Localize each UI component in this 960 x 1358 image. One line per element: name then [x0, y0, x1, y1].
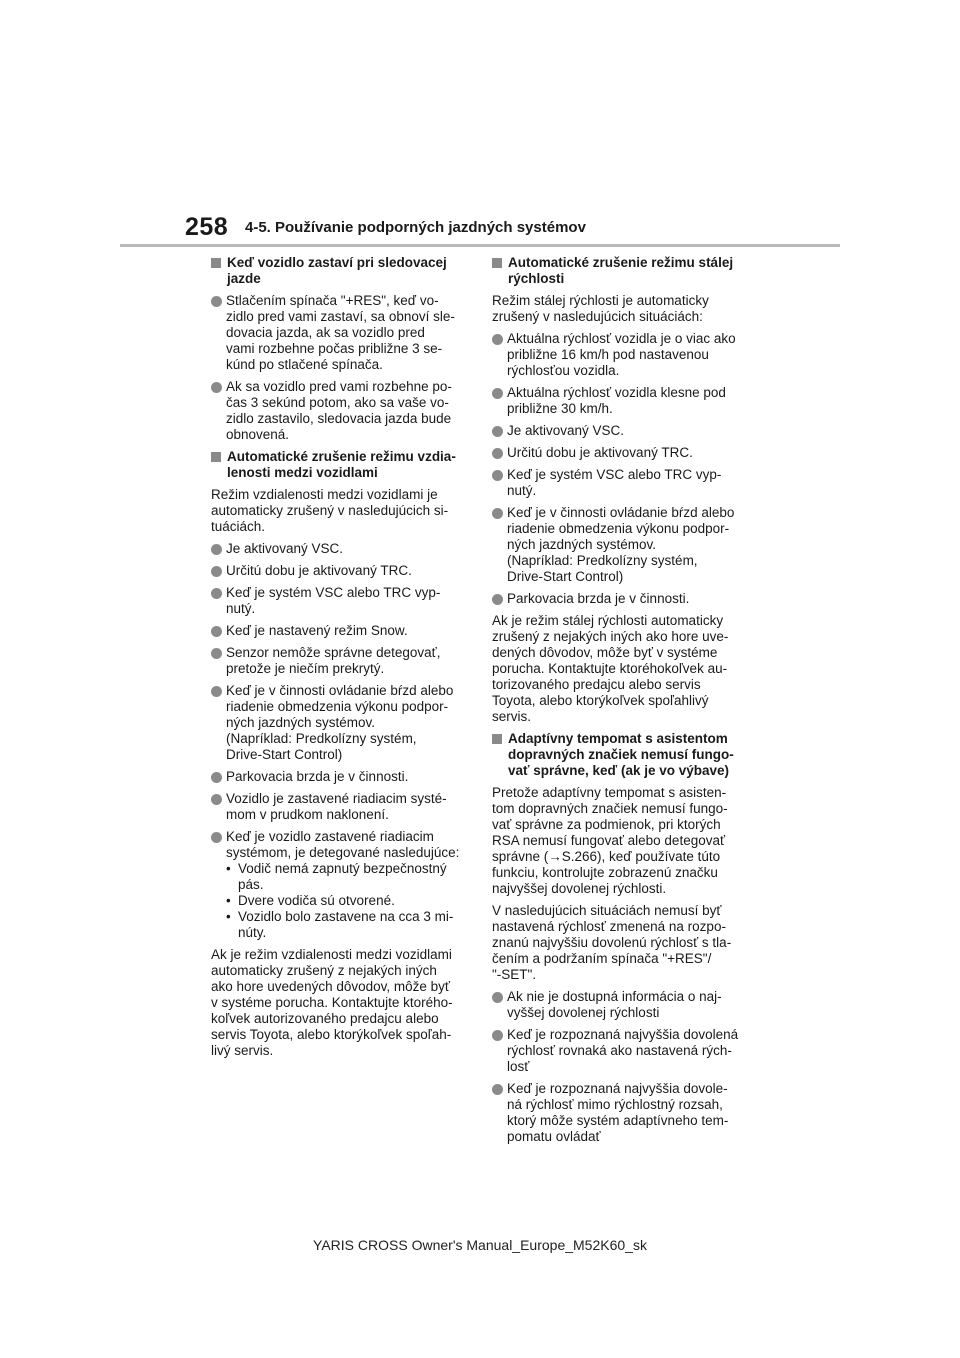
bullet-line: približne 30 km/h.	[507, 401, 613, 416]
bullet-line: Určitú dobu je aktivovaný TRC.	[507, 445, 693, 460]
heading-line: lenosti medzi vozidlami	[227, 465, 378, 480]
bullet-line: vami rozbehne počas približne 3 se-	[226, 341, 443, 356]
round-bullet-icon	[211, 588, 222, 599]
bullet-line: zidlo pred vami zastaví, sa obnoví sle-	[226, 309, 455, 324]
round-bullet-icon	[492, 470, 503, 481]
bullet-line: ktorý môže systém adaptívneho tem-	[507, 1113, 729, 1128]
round-bullet-icon	[211, 648, 222, 659]
bullet-line: mom v prudkom naklonení.	[226, 807, 389, 822]
paragraph-line: servis.	[492, 709, 532, 724]
heading-line: vať správne, keď (ak je vo výbave)	[508, 763, 730, 778]
paragraph-line: znanú najvyššiu dovolenú rýchlosť s tla-	[492, 935, 732, 950]
paragraph	[211, 487, 466, 535]
bullet-line: Parkovacia brzda je v činnosti.	[507, 591, 690, 606]
bullet-line: Keď je vozidlo zastavené riadiacim	[226, 829, 434, 844]
bullet-line: nutý.	[507, 483, 537, 498]
heading-line: Automatické zrušenie režimu vzdia-	[227, 449, 456, 464]
paragraph-line: servis Toyota, alebo ktorýkoľvek spoľah-	[211, 1027, 452, 1042]
bullet-line: Drive-Start Control)	[226, 747, 343, 762]
right-column	[492, 255, 747, 1151]
paragraph-line: vať správne za podmienok, pri ktorých	[492, 817, 721, 832]
paragraph-line: tom dopravných značiek nemusí fungo-	[492, 801, 728, 816]
page-number: 258	[185, 213, 229, 241]
bullet-line: Ak sa vozidlo pred vami rozbehne po-	[226, 379, 452, 394]
bullet-item	[492, 467, 747, 499]
sub-item	[226, 861, 466, 893]
bullet-line: dovacia jazda, ak sa vozidlo pred	[226, 325, 425, 340]
round-bullet-icon	[211, 772, 222, 783]
chapter-title: 4-5. Používanie podporných jazdných systémov	[245, 219, 586, 236]
round-bullet-icon	[492, 1030, 503, 1041]
square-bullet-icon	[211, 258, 221, 268]
bullet-item	[211, 623, 466, 639]
paragraph-line: Ak je režim vzdialenosti medzi vozidlami	[211, 947, 452, 962]
bullet-item	[211, 541, 466, 557]
round-bullet-icon	[492, 992, 503, 1003]
round-bullet-icon	[211, 832, 222, 843]
bullet-item	[211, 585, 466, 617]
round-bullet-icon	[211, 686, 222, 697]
section-heading	[492, 731, 747, 779]
bullet-line: Je aktivovaný VSC.	[507, 423, 625, 438]
round-bullet-icon	[492, 448, 503, 459]
sub-item	[226, 893, 466, 909]
footer-text: YARIS CROSS Owner's Manual_Europe_M52K60_sk	[313, 1237, 647, 1253]
square-bullet-icon	[211, 452, 221, 462]
bullet-line: Senzor nemôže správne detegovať,	[226, 645, 441, 660]
bullet-line: ných jazdných systémov.	[507, 537, 657, 552]
bullet-line: približne 16 km/h pod nastavenou	[507, 347, 709, 362]
round-bullet-icon	[492, 388, 503, 399]
paragraph-line: automaticky zrušený v nasledujúcich si-	[211, 503, 449, 518]
round-bullet-icon	[492, 426, 503, 437]
bullet-item	[211, 563, 466, 579]
bullet-line: Drive-Start Control)	[507, 569, 624, 584]
paragraph-line: Režim stálej rýchlosti je automaticky	[492, 293, 709, 308]
bullet-line: kúnd po stlačené spínača.	[226, 357, 383, 372]
bullet-line: vyššej dovolenej rýchlosti	[507, 1005, 660, 1020]
paragraph-line: v systéme porucha. Kontaktujte ktorého-	[211, 995, 453, 1010]
round-bullet-icon	[492, 508, 503, 519]
sub-item	[226, 909, 466, 941]
paragraph-line: správne (→S.266), keď používate túto	[492, 849, 721, 864]
sub-line: Vodič nemá zapnutý bezpečnostný	[238, 861, 447, 876]
round-bullet-icon	[492, 594, 503, 605]
round-bullet-icon	[211, 382, 222, 393]
paragraph-line: nastavená rýchlosť zmenená na rozpo-	[492, 919, 726, 934]
bullet-line: Keď je rozpoznaná najvyššia dovolená	[507, 1027, 739, 1042]
paragraph	[492, 613, 747, 725]
section-heading	[211, 255, 466, 287]
bullet-line: (Napríklad: Predkolízny systém,	[507, 553, 698, 568]
bullet-line: obnovená.	[226, 427, 290, 442]
sub-bullet-icon: •	[226, 861, 231, 876]
bullet-line: Keď je nastavený režim Snow.	[226, 623, 408, 638]
paragraph-line: tuáciách.	[211, 519, 266, 534]
bullet-line: ných jazdných systémov.	[226, 715, 376, 730]
paragraph-line: Režim vzdialenosti medzi vozidlami je	[211, 487, 438, 502]
bullet-line: Aktuálna rýchlosť vozidla je o viac ako	[507, 331, 736, 346]
paragraph-line: čením a podržaním spínača "+RES"/	[492, 951, 712, 966]
bullet-item	[211, 645, 466, 677]
round-bullet-icon	[492, 334, 503, 345]
bullet-line: Keď je rozpoznaná najvyššia dovole-	[507, 1081, 728, 1096]
bullet-line: Keď je systém VSC alebo TRC vyp-	[226, 585, 441, 600]
bullet-line: rýchlosť rovnaká ako nastavená rých-	[507, 1043, 732, 1058]
left-column	[211, 255, 466, 1065]
bullet-item	[211, 379, 466, 443]
round-bullet-icon	[211, 296, 222, 307]
bullet-line: pomatu ovládať	[507, 1129, 601, 1144]
paragraph-line: RSA nemusí fungovať alebo detegovať	[492, 833, 726, 848]
paragraph-line: Toyota, alebo ktorýkoľvek spoľahlivý	[492, 693, 709, 708]
round-bullet-icon	[211, 626, 222, 637]
bullet-line: zidlo zastavilo, sledovacia jazda bude	[226, 411, 452, 426]
paragraph-line: najvyššej dovolenej rýchlosti.	[492, 881, 667, 896]
paragraph-line: dených dôvodov, môže byť v systéme	[492, 645, 718, 660]
bullet-line: Keď je v činnosti ovládanie bŕzd alebo	[226, 683, 454, 698]
sub-line: Dvere vodiča sú otvorené.	[238, 893, 395, 908]
square-bullet-icon	[492, 258, 502, 268]
round-bullet-icon	[492, 1084, 503, 1095]
bullet-line: losť	[507, 1059, 530, 1074]
paragraph-line: koľvek autorizovaného predajcu alebo	[211, 1011, 439, 1026]
bullet-item	[492, 1027, 747, 1075]
paragraph-line: porucha. Kontaktujte ktoréhokoľvek au-	[492, 661, 728, 676]
bullet-item	[492, 423, 747, 439]
bullet-line: Je aktivovaný VSC.	[226, 541, 344, 556]
bullet-item	[492, 331, 747, 379]
bullet-line: Keď je v činnosti ovládanie bŕzd alebo	[507, 505, 735, 520]
bullet-line: Stlačením spínača "+RES", keď vo-	[226, 293, 439, 308]
paragraph-line: automaticky zrušený z nejakých iných	[211, 963, 437, 978]
header-rule	[120, 244, 840, 247]
bullet-line: (Napríklad: Predkolízny systém,	[226, 731, 417, 746]
paragraph-line: zrušený v nasledujúcich situáciách:	[492, 309, 703, 324]
paragraph-line: V nasledujúcich situáciách nemusí byť	[492, 903, 722, 918]
bullet-item	[492, 445, 747, 461]
sub-line: núty.	[238, 925, 267, 940]
sub-bullet-icon: •	[226, 893, 231, 908]
paragraph-line: livý servis.	[211, 1043, 274, 1058]
paragraph-line: zrušený z nejakých iných ako hore uve-	[492, 629, 729, 644]
bullet-item	[211, 293, 466, 373]
sub-bullet-icon: •	[226, 909, 231, 924]
bullet-item	[492, 1081, 747, 1145]
bullet-line: systémom, je detegované nasledujúce:	[226, 845, 460, 860]
bullet-item	[492, 989, 747, 1021]
sub-line: pás.	[238, 877, 264, 892]
heading-line: Automatické zrušenie režimu stálej	[508, 255, 734, 270]
heading-line: rýchlosti	[508, 271, 565, 286]
paragraph-line: Pretože adaptívny tempomat s asisten-	[492, 785, 727, 800]
round-bullet-icon	[211, 544, 222, 555]
paragraph-line: Ak je režim stálej rýchlosti automaticky	[492, 613, 724, 628]
bullet-line: pretože je niečím prekrytý.	[226, 661, 385, 676]
bullet-line: nutý.	[226, 601, 256, 616]
bullet-item	[492, 591, 747, 607]
heading-line: Adaptívny tempomat s asistentom	[508, 731, 728, 746]
bullet-line: rýchlosťou vozidla.	[507, 363, 620, 378]
heading-line: jazde	[227, 271, 261, 286]
section-heading	[492, 255, 747, 287]
round-bullet-icon	[211, 794, 222, 805]
paragraph-line: "-SET".	[492, 967, 537, 982]
paragraph	[492, 785, 747, 897]
bullet-line: Aktuálna rýchlosť vozidla klesne pod	[507, 385, 726, 400]
bullet-line: Vozidlo je zastavené riadiacim systé-	[226, 791, 447, 806]
bullet-line: ná rýchlosť mimo rýchlostný rozsah,	[507, 1097, 723, 1112]
paragraph	[211, 947, 466, 1059]
paragraph	[492, 293, 747, 325]
heading-line: dopravných značiek nemusí fungo-	[508, 747, 734, 762]
bullet-item	[211, 791, 466, 823]
bullet-line: Ak nie je dostupná informácia o naj-	[507, 989, 722, 1004]
paragraph-line: funkciu, kontrolujte zobrazenú značku	[492, 865, 718, 880]
bullet-line: Určitú dobu je aktivovaný TRC.	[226, 563, 412, 578]
round-bullet-icon	[211, 566, 222, 577]
bullet-item	[492, 385, 747, 417]
bullet-line: Keď je systém VSC alebo TRC vyp-	[507, 467, 722, 482]
paragraph	[492, 903, 747, 983]
paragraph-line: torizovaného predajcu alebo servis	[492, 677, 701, 692]
heading-line: Keď vozidlo zastaví pri sledovacej	[227, 255, 447, 270]
bullet-line: Parkovacia brzda je v činnosti.	[226, 769, 409, 784]
bullet-item	[211, 829, 466, 941]
bullet-line: riadenie obmedzenia výkonu podpor-	[226, 699, 449, 714]
bullet-line: riadenie obmedzenia výkonu podpor-	[507, 521, 730, 536]
square-bullet-icon	[492, 734, 502, 744]
paragraph-line: ako hore uvedených dôvodov, môže byť	[211, 979, 450, 994]
bullet-line: čas 3 sekúnd potom, ako sa vaše vo-	[226, 395, 449, 410]
bullet-item	[211, 683, 466, 763]
bullet-item	[211, 769, 466, 785]
bullet-item	[492, 505, 747, 585]
sub-line: Vozidlo bolo zastavene na cca 3 mi-	[238, 909, 454, 924]
section-heading	[211, 449, 466, 481]
